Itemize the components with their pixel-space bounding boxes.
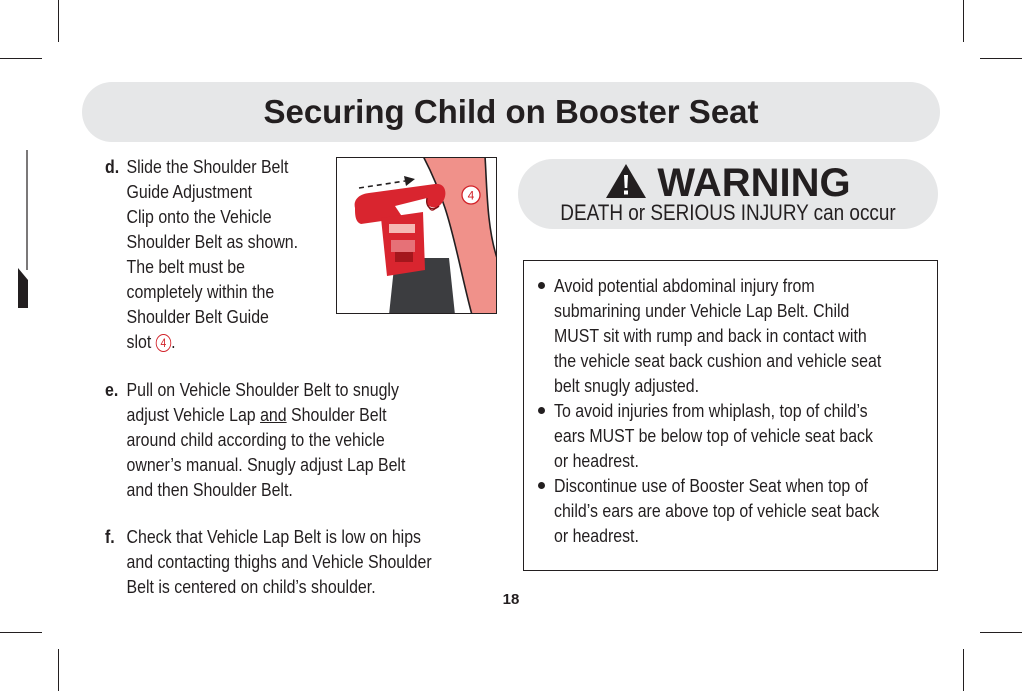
step-line (127, 329, 299, 354)
step-line-text: adjust Vehicle Lap (126, 404, 261, 425)
page-number: 18 (502, 591, 520, 608)
step-line: Check that Vehicle Lap Belt is low on hips (126, 526, 422, 547)
crop-mark (0, 58, 42, 59)
crop-mark (58, 0, 59, 42)
step-f (105, 524, 432, 599)
crop-mark (980, 58, 1022, 59)
step-line: Belt is centered on child’s shoulder. (126, 576, 376, 597)
step-line-punct: . (171, 331, 176, 352)
step-line-text: Shoulder Belt (286, 404, 387, 425)
step-line: and then Shoulder Belt. (126, 479, 293, 500)
title-banner (82, 82, 940, 142)
warning-line: or headrest. (554, 525, 639, 546)
step-line: Shoulder Belt as shown. (126, 231, 299, 252)
step-d (105, 154, 298, 354)
step-line: Guide Adjustment (126, 181, 253, 202)
page-title: Securing Child on Booster Seat (263, 93, 759, 130)
step-line: completely within the (126, 281, 275, 302)
warning-heading: WARNING (657, 161, 851, 205)
warning-line: Avoid potential abdominal injury from (554, 275, 815, 296)
warning-heading-row (518, 161, 938, 205)
warning-line: submarining under Vehicle Lap Belt. Child (554, 300, 850, 321)
warning-item (536, 273, 931, 398)
shoulder-belt-guide-clip-illustration (337, 158, 497, 314)
illustration-callout: 4 (467, 188, 475, 203)
crop-mark (58, 649, 59, 691)
step-line: The belt must be (126, 256, 246, 277)
warning-banner (518, 159, 938, 229)
warning-box (523, 260, 938, 571)
step-letter: e. (105, 379, 119, 400)
side-registration-mark (18, 150, 28, 308)
warning-item (536, 473, 931, 548)
crop-mark (963, 649, 964, 691)
step-e (105, 377, 405, 502)
warning-line: or headrest. (554, 450, 639, 471)
warning-line: To avoid injuries from whiplash, top of child’s (554, 400, 868, 421)
step-line: Pull on Vehicle Shoulder Belt to snugly (126, 379, 399, 400)
warning-list (536, 273, 931, 548)
step-text (127, 524, 432, 599)
crop-mark (963, 0, 964, 42)
warning-line: ears MUST be below top of vehicle seat back (554, 425, 873, 446)
warning-line: MUST sit with rump and back in contact with (554, 325, 867, 346)
warning-line: child’s ears are above top of vehicle seat back (554, 500, 880, 521)
step-letter: f. (105, 526, 115, 547)
warning-line: Discontinue use of Booster Seat when top of (554, 475, 868, 496)
crop-mark (0, 632, 42, 633)
shoulder-belt-guide-illustration (336, 157, 497, 314)
crop-mark (980, 632, 1022, 633)
step-line: Shoulder Belt Guide (126, 306, 269, 327)
warning-subheading: DEATH or SERIOUS INJURY can occur (560, 200, 896, 225)
callout-number: 4 (156, 334, 171, 352)
step-text (127, 377, 406, 502)
warning-triangle-icon (605, 163, 647, 199)
step-line: Clip onto the Vehicle (126, 206, 272, 227)
warning-item (536, 398, 931, 473)
step-line: around child according to the vehicle (126, 429, 385, 450)
underlined-word: and (260, 404, 287, 425)
step-line: and contacting thighs and Vehicle Shoulder (126, 551, 432, 572)
step-letter: d. (105, 156, 120, 177)
step-text (127, 154, 299, 354)
step-line (127, 402, 406, 427)
step-line: owner’s manual. Snugly adjust Lap Belt (126, 454, 406, 475)
warning-line: belt snugly adjusted. (554, 375, 700, 396)
step-line: Slide the Shoulder Belt (126, 156, 289, 177)
step-line-text: slot (126, 331, 152, 352)
warning-line: the vehicle seat back cushion and vehicle seat (554, 350, 882, 371)
